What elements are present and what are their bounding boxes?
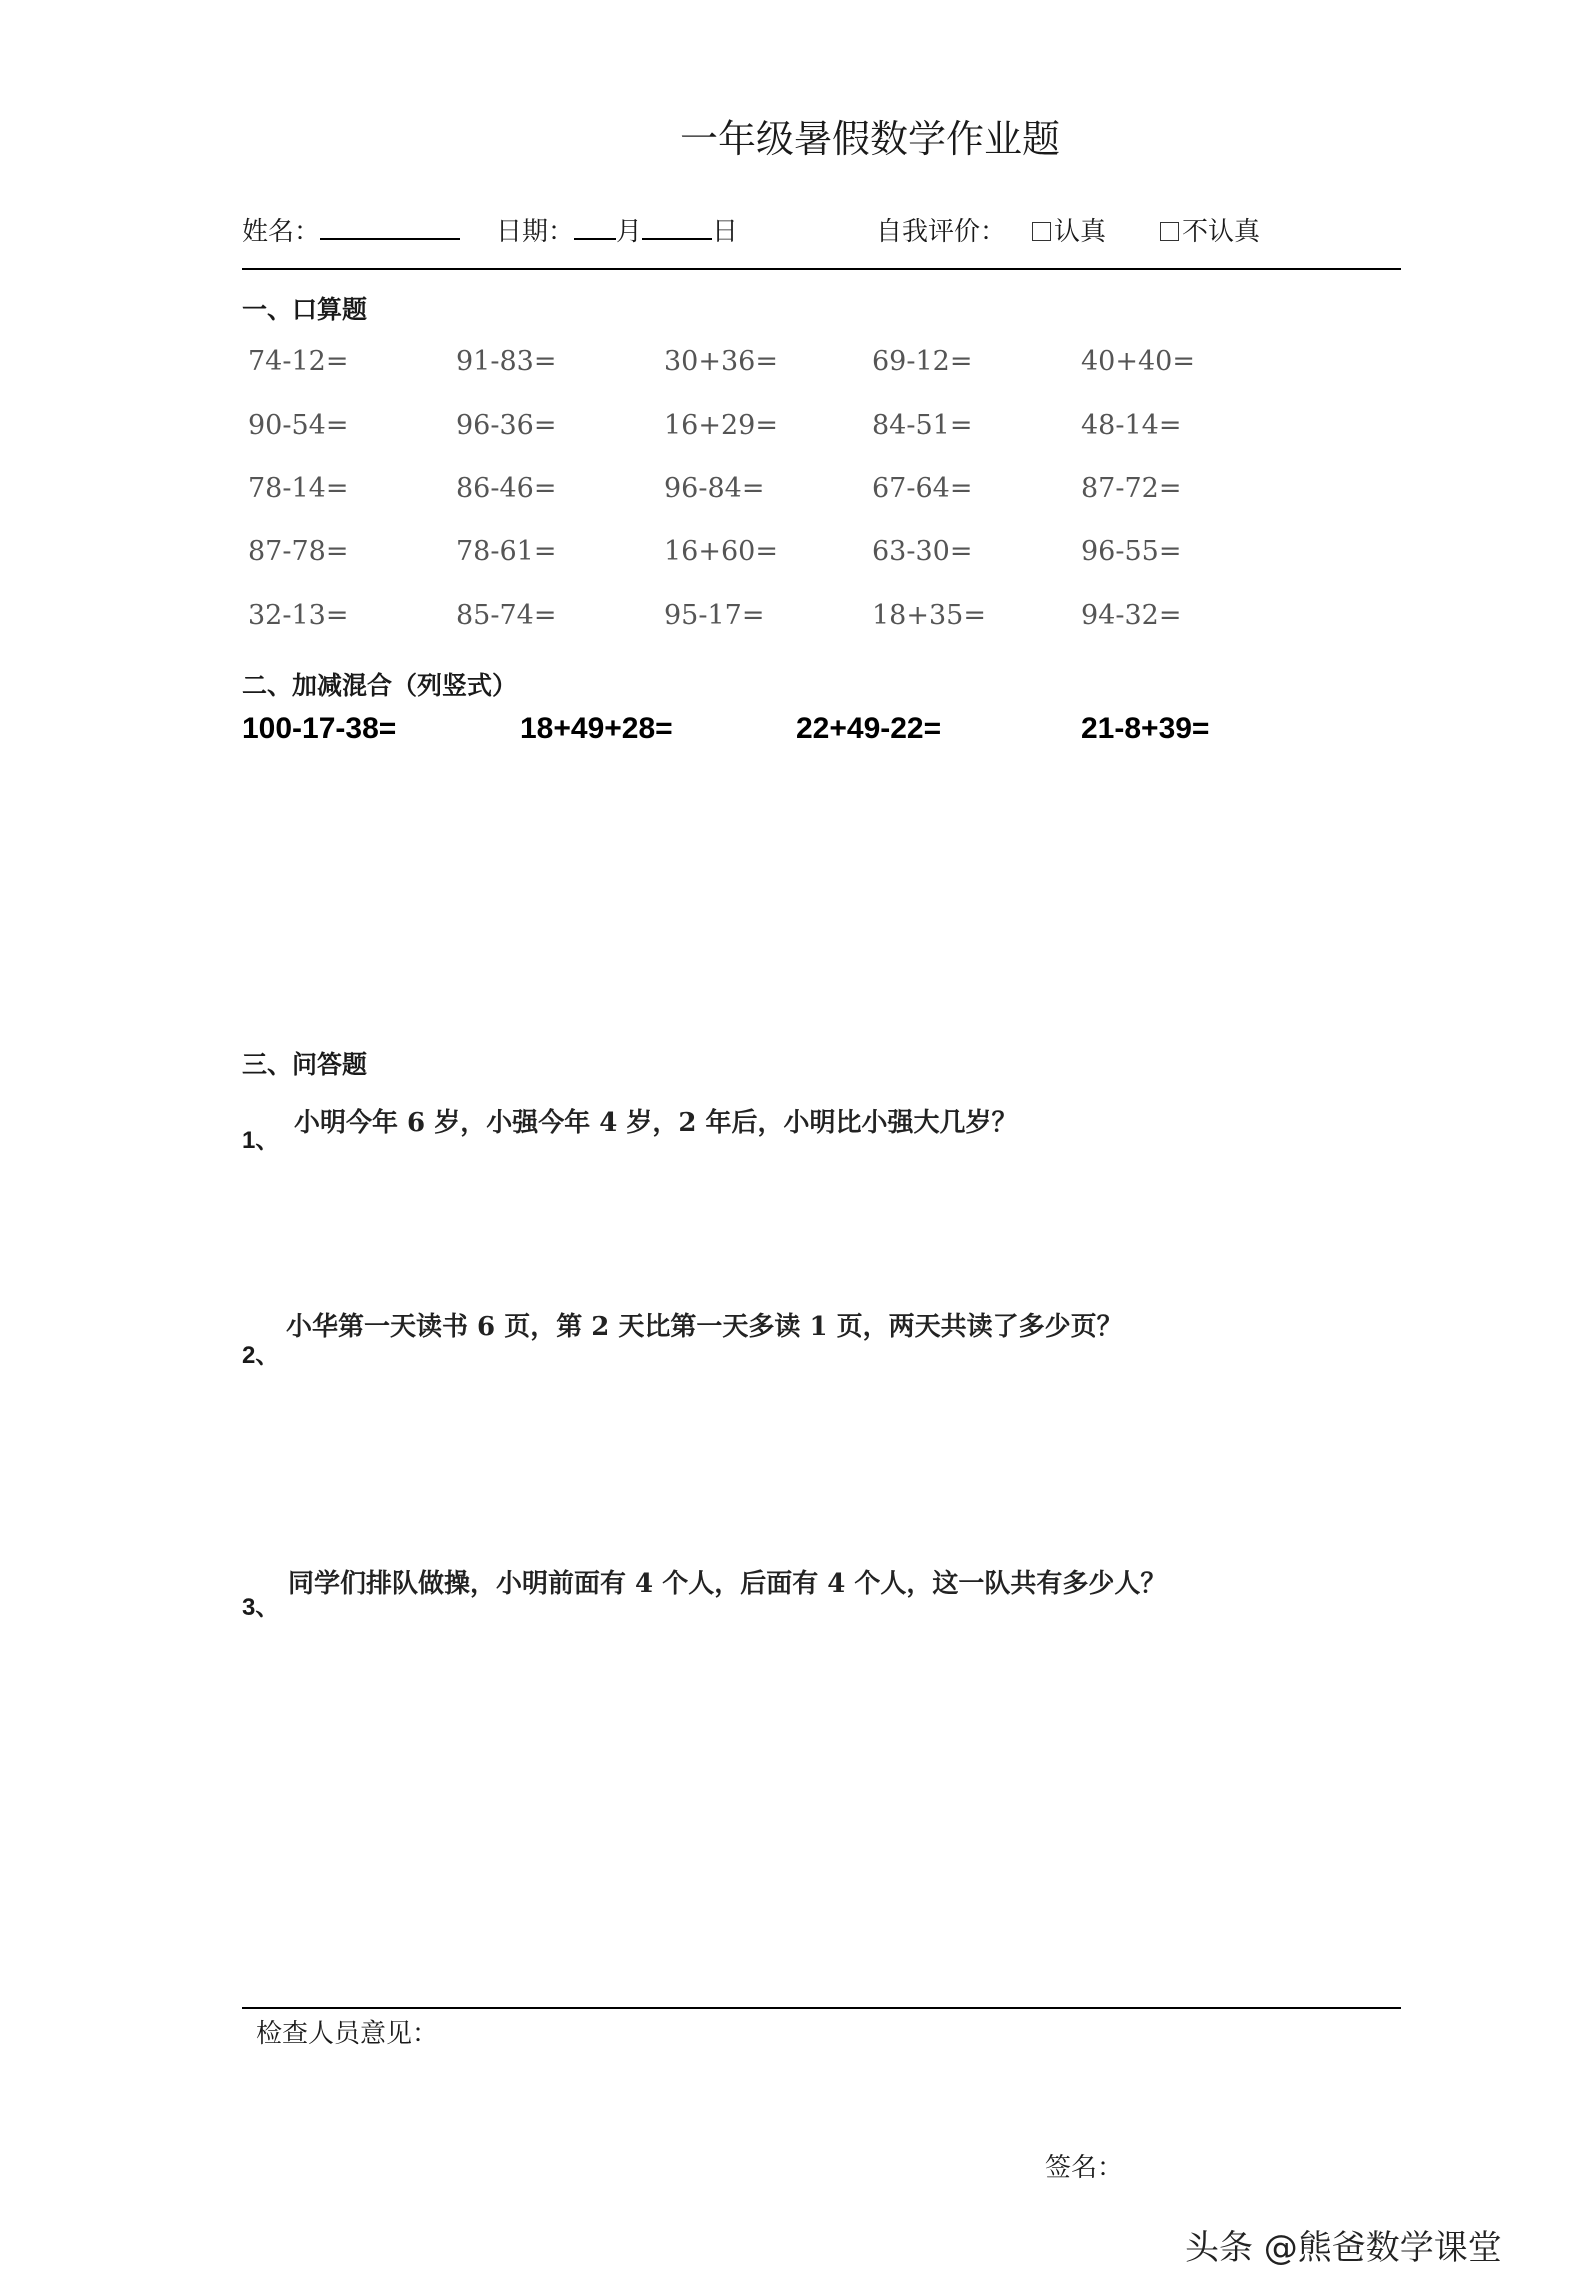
oral-problem: 96-84= <box>664 473 765 504</box>
self-eval-label: 自我评价： <box>876 217 1007 247</box>
month-blank[interactable] <box>574 214 616 240</box>
section2-title: 二、加减混合（列竖式） <box>242 671 518 700</box>
oral-problem: 30+36= <box>664 346 778 377</box>
question-text: 小明今年 6 岁，小强今年 4 岁，2 年后，小明比小强大几岁？ <box>294 1108 1018 1138</box>
date-field <box>496 211 738 248</box>
oral-problem: 69-12= <box>872 346 973 377</box>
oral-problem: 40+40= <box>1081 346 1195 377</box>
name-field <box>242 211 460 248</box>
name-blank[interactable] <box>320 214 460 240</box>
question-number: 1、 <box>242 1127 280 1154</box>
oral-problem: 16+60= <box>664 536 778 567</box>
watermark: 头条 @熊爸数学课堂 <box>1185 2228 1502 2268</box>
mixed-problem: 21-8+39= <box>1081 712 1210 745</box>
option-not-serious-label: 不认真 <box>1182 217 1261 247</box>
oral-problem: 32-13= <box>248 600 349 631</box>
signature-label: 签名： <box>1045 2153 1124 2183</box>
oral-problem: 63-30= <box>872 536 973 567</box>
day-label: 日 <box>712 217 739 247</box>
oral-problem: 94-32= <box>1081 600 1182 631</box>
oral-problem: 67-64= <box>872 473 973 504</box>
option-serious-label: 认真 <box>1054 217 1107 247</box>
oral-problem: 78-14= <box>248 473 349 504</box>
page-title: 一年级暑假数学作业题 <box>679 117 1060 161</box>
oral-problem: 16+29= <box>664 410 778 441</box>
oral-problem: 87-72= <box>1081 473 1182 504</box>
section1-title: 一、口算题 <box>242 295 368 324</box>
oral-problem: 91-83= <box>456 346 557 377</box>
day-blank[interactable] <box>642 214 712 240</box>
oral-problem: 90-54= <box>248 410 349 441</box>
mixed-problem: 100-17-38= <box>242 712 397 745</box>
oral-problem: 85-74= <box>456 600 557 631</box>
question-number: 2、 <box>242 1342 280 1369</box>
oral-problem: 18+35= <box>872 600 986 631</box>
oral-problem: 96-55= <box>1081 536 1182 567</box>
oral-problem: 95-17= <box>664 600 765 631</box>
oral-problem: 86-46= <box>456 473 557 504</box>
question-text: 小华第一天读书 6 页，第 2 天比第一天多读 1 页，两天共读了多少页？ <box>286 1312 1123 1342</box>
oral-problem: 78-61= <box>456 536 557 567</box>
option-not-serious[interactable] <box>1160 211 1260 248</box>
question-number: 3、 <box>242 1594 280 1621</box>
mixed-problem: 22+49-22= <box>796 712 942 745</box>
section3-title: 三、问答题 <box>242 1050 368 1079</box>
oral-problem: 87-78= <box>248 536 349 567</box>
oral-problem: 74-12= <box>248 346 349 377</box>
mixed-problem: 18+49+28= <box>520 712 673 745</box>
footer-divider <box>242 2007 1401 2009</box>
inspector-comments-label: 检查人员意见： <box>256 2019 439 2049</box>
name-label: 姓名： <box>242 217 321 247</box>
header-divider <box>242 268 1401 270</box>
option-serious[interactable] <box>1032 211 1106 248</box>
oral-problem: 84-51= <box>872 410 973 441</box>
month-label: 月 <box>616 217 643 247</box>
checkbox-icon[interactable] <box>1032 222 1051 241</box>
oral-problem: 48-14= <box>1081 410 1182 441</box>
question-text: 同学们排队做操，小明前面有 4 个人，后面有 4 个人，这一队共有多少人？ <box>288 1569 1167 1599</box>
checkbox-icon[interactable] <box>1160 222 1179 241</box>
date-label: 日期： <box>496 217 575 247</box>
oral-problem: 96-36= <box>456 410 557 441</box>
